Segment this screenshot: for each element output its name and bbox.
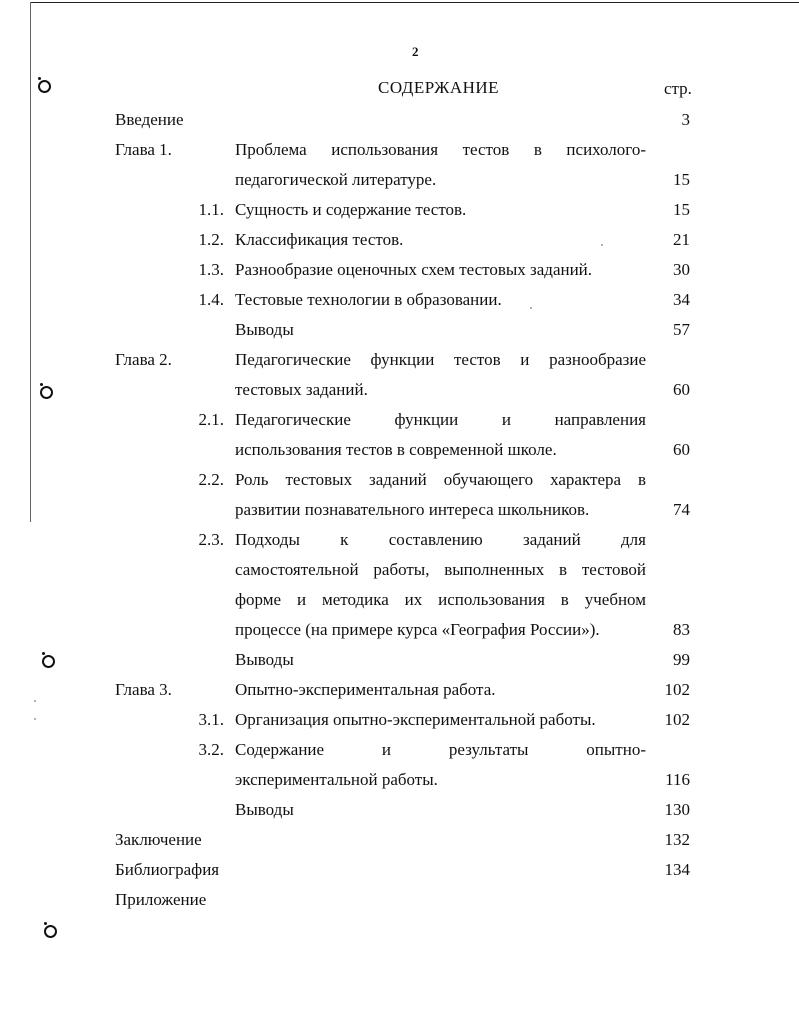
toc-entry-conclusion-label: Заключение [115, 830, 202, 849]
toc-section-title: Классификация тестов. [235, 230, 404, 249]
toc-chapter-1-page: 15 [673, 170, 690, 189]
toc-chapter-3-label: Глава 3. [115, 680, 172, 699]
toc-section-title-cont: развитии познавательного интереса школьников. [235, 500, 590, 519]
toc-section-number: 1.1. [198, 200, 224, 219]
toc-entry-conclusion-page: 132 [664, 830, 690, 849]
toc-chapter-2-page: 60 [673, 380, 690, 399]
toc-section-title-cont: форме и методика их использования в учебном [235, 590, 646, 609]
toc-section-title: Содержание и результаты опытно- [235, 740, 646, 759]
toc-chapter-3-title: Опытно-экспериментальная работа. [235, 680, 496, 699]
page-number: 2 [412, 44, 419, 59]
toc-section-page: 102 [664, 710, 690, 729]
toc-entry-bibliography-label: Библиография [115, 860, 220, 879]
punch-hole-icon [44, 925, 57, 938]
toc-chapter-2-label: Глава 2. [115, 350, 172, 369]
toc-section-title: Подходы к составлению заданий для [235, 530, 646, 549]
toc-section-title: Тестовые технологии в образовании. [235, 290, 502, 309]
page-column-header: стр. [664, 79, 692, 98]
toc-section-number: 1.2. [198, 230, 224, 249]
toc-section-page: 30 [673, 260, 690, 279]
toc-section-title: Разнообразие оценочных схем тестовых заданий. [235, 260, 593, 279]
scan-speck [601, 244, 603, 246]
toc-section-page: 74 [673, 500, 690, 519]
toc-section-title-cont: самостоятельной работы, выполненных в тестовой [235, 560, 646, 579]
punch-hole-icon [42, 655, 55, 668]
punch-hole-icon [38, 80, 51, 93]
toc-conclusions-page: 57 [673, 320, 690, 339]
toc-entry-appendix-label: Приложение [115, 890, 207, 909]
toc-section-title-cont: использования тестов в современной школе. [235, 440, 557, 459]
toc-section-page: 21 [673, 230, 690, 249]
toc-section-page: 60 [673, 440, 690, 459]
toc-section-title-cont: процессе (на примере курса «География России»). [235, 620, 600, 639]
toc-conclusions-title: Выводы [235, 320, 294, 339]
page-title: СОДЕРЖАНИЕ [378, 78, 500, 97]
scan-speck [530, 307, 532, 309]
toc-chapter-3-page: 102 [664, 680, 690, 699]
toc-section-page: 15 [673, 200, 690, 219]
toc-section-title: Педагогические функции и направления [235, 410, 646, 429]
toc-entry-intro-label: Введение [115, 110, 184, 129]
toc-conclusions-page: 99 [673, 650, 690, 669]
toc-section-title: Роль тестовых заданий обучающего характера в [235, 470, 646, 489]
toc-entry-intro-page: 3 [681, 110, 690, 129]
toc-conclusions-page: 130 [664, 800, 690, 819]
toc-section-number: 1.4. [198, 290, 224, 309]
toc-section-page: 34 [673, 290, 690, 309]
scan-speck [34, 700, 36, 702]
toc-section-number: 2.1. [198, 410, 224, 429]
scan-speck [34, 718, 36, 720]
toc-section-number: 3.2. [198, 740, 224, 759]
toc-section-number: 1.3. [198, 260, 224, 279]
toc-chapter-2-title-cont: тестовых заданий. [235, 380, 368, 399]
toc-section-number: 2.2. [198, 470, 224, 489]
toc-conclusions-title: Выводы [235, 650, 294, 669]
toc-section-page: 116 [665, 770, 690, 789]
toc-section-title: Сущность и содержание тестов. [235, 200, 467, 219]
toc-section-number: 2.3. [198, 530, 224, 549]
toc-section-title-cont: экспериментальной работы. [235, 770, 438, 789]
toc-chapter-1-label: Глава 1. [115, 140, 172, 159]
scan-border-left [30, 2, 31, 522]
toc-section-title: Организация опытно-экспериментальной работы. [235, 710, 596, 729]
toc-section-number: 3.1. [198, 710, 224, 729]
toc-chapter-1-title-cont: педагогической литературе. [235, 170, 437, 189]
toc-entry-bibliography-page: 134 [664, 860, 690, 879]
punch-hole-icon [40, 386, 53, 399]
toc-chapter-1-title: Проблема использования тестов в психолого- [235, 140, 646, 159]
scan-border-top [30, 2, 799, 3]
toc-conclusions-title: Выводы [235, 800, 294, 819]
toc-section-page: 83 [673, 620, 690, 639]
toc-chapter-2-title: Педагогические функции тестов и разнообразие [235, 350, 646, 369]
